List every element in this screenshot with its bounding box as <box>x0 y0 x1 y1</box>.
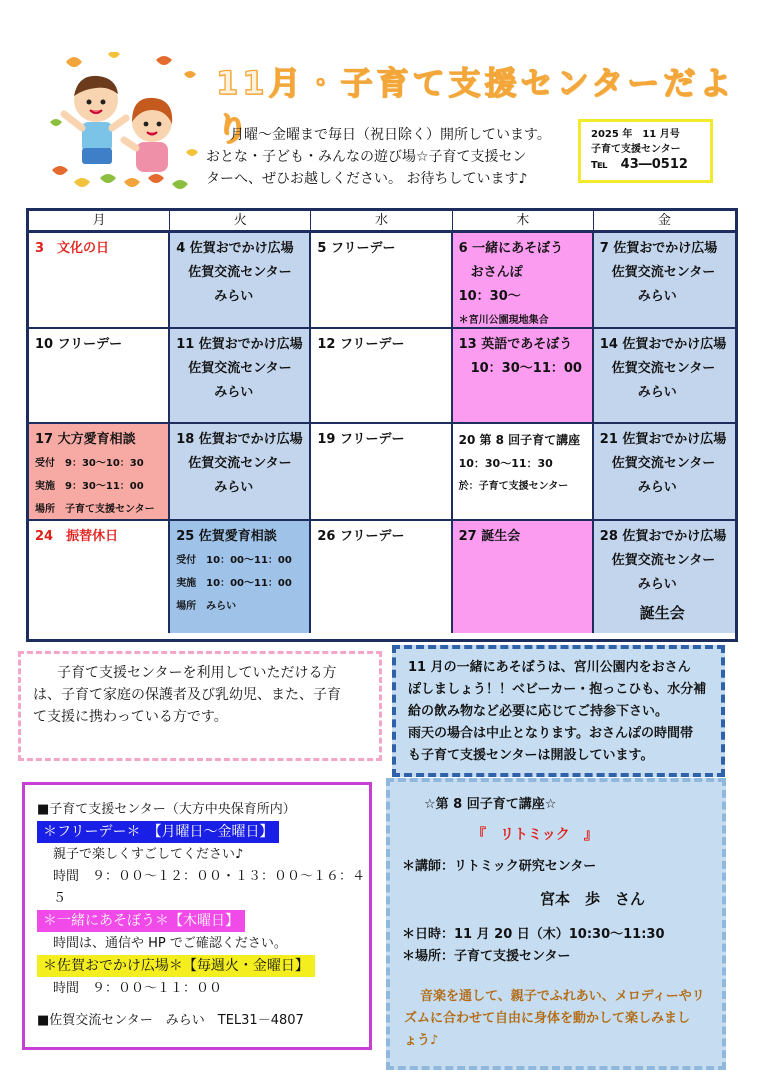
event-title: 14 佐賀おでかけ広場 <box>599 337 727 352</box>
calendar-cell-21 <box>594 424 735 521</box>
event-detail: 実施 10：00～11：00 <box>176 578 292 589</box>
notice-line: 11 月の一緒にあそぼうは、宮川公園内をおさん <box>408 660 691 675</box>
calendar-cell-27 <box>453 521 594 633</box>
weekday-header-tue: 火 <box>170 211 311 233</box>
asobo-desc: 時間は、通信や HP でご確認ください。 <box>53 936 287 951</box>
event-title: 18 佐賀おでかけ広場 <box>176 432 303 447</box>
event-detail: 場所 みらい <box>176 601 237 612</box>
calendar-cell-28 <box>594 521 735 633</box>
saga-center-info: ■佐賀交流センター みらい TEL31－4807 <box>37 1013 304 1028</box>
event-place: 佐賀交流センター <box>188 361 292 376</box>
notice-line: ぽしましょう！！ベビーカー・抱っこひも、水分補 <box>408 682 707 697</box>
asobo-tag: ＊一緒にあそぼう＊【木曜日】 <box>37 910 245 932</box>
eligibility-line: て支援に携わっている方です。 <box>33 709 228 725</box>
event-title: 26 フリーデー <box>317 529 405 544</box>
schedule-box <box>22 782 372 1050</box>
free-day-time: 時間 ９：００～１２：００・１３：００～１６：４５ <box>53 869 366 906</box>
event-title: 21 佐賀おでかけ広場 <box>599 432 727 447</box>
calendar-cell-13 <box>453 329 594 424</box>
event-place: 佐賀交流センター <box>611 553 716 568</box>
holiday-label: 24 振替休日 <box>35 529 119 544</box>
event-note: ＊宮川公園現地集合 <box>458 315 549 326</box>
lecture-desc-line: ょう♪ <box>404 1033 439 1048</box>
event-birthday: 誕生会 <box>639 604 685 622</box>
event-title: 4 佐賀おでかけ広場 <box>176 241 294 256</box>
event-place: 佐賀交流センター <box>611 456 716 471</box>
event-place: 佐賀交流センター <box>188 456 292 471</box>
event-title: 19 フリーデー <box>317 432 405 447</box>
calendar-cell-24 <box>29 521 170 633</box>
calendar-cell-10 <box>29 329 170 424</box>
event-place: みらい <box>214 385 254 400</box>
newsletter-title: 11月・子育て支援センターだより <box>216 64 736 148</box>
intro-line: おとな・子ども・みんなの遊び場☆子育て支援セン <box>206 149 527 165</box>
weekday-header-fri: 金 <box>594 211 735 233</box>
calendar-cell-7 <box>594 233 735 329</box>
eligibility-line: 子育て支援センターを利用していただける方 <box>57 665 337 681</box>
lecture-instructor: ＊講師：リトミック研究センター <box>402 859 597 874</box>
event-time: 10：30～11：00 <box>470 361 582 376</box>
event-place: みらい <box>637 577 677 592</box>
event-place: みらい <box>214 289 254 304</box>
event-title: 13 英語であそぼう <box>458 337 573 352</box>
lecture-date: ＊日時：11 月 20 日（木）10:30～11:30 <box>402 927 665 942</box>
event-title: 28 佐賀おでかけ広場 <box>599 529 727 544</box>
calendar-cell-4 <box>170 233 311 329</box>
event-title: 7 佐賀おでかけ広場 <box>599 241 718 256</box>
calendar-cell-6 <box>453 233 594 329</box>
event-title: 12 フリーデー <box>317 337 405 352</box>
free-day-tag: ＊フリーデー＊ 【月曜日～金曜日】 <box>37 821 279 843</box>
lecture-desc-line: ズムに合わせて自由に身体を動かして楽しみまし <box>404 1011 691 1026</box>
event-place: みらい <box>637 385 677 400</box>
event-title: 10 フリーデー <box>35 337 123 352</box>
event-place: 於：子育て支援センター <box>458 481 569 492</box>
eligibility-box <box>18 651 382 761</box>
calendar-cell-14 <box>594 329 735 424</box>
weekday-header-wed: 水 <box>311 211 452 233</box>
event-place: みらい <box>637 480 677 495</box>
odekake-time: 時間 ９：００～１１：００ <box>53 981 223 996</box>
walk-notice-box <box>392 645 725 777</box>
lecture-description <box>402 986 712 1052</box>
event-place: 佐賀交流センター <box>611 265 716 280</box>
odekake-tag: ＊佐賀おでかけ広場＊【毎週火・金曜日】 <box>37 955 315 977</box>
event-place: みらい <box>637 289 677 304</box>
free-day-desc: 親子で楽しくすごしてください♪ <box>53 847 244 862</box>
event-detail: 場所 子育て支援センター <box>35 504 155 515</box>
children-autumn-leaves-illustration <box>48 52 198 194</box>
calendar-cell-11 <box>170 329 311 424</box>
event-time: 10：30～11：30 <box>458 457 553 470</box>
issue-date: 2025 年 11 月号 <box>591 129 680 140</box>
calendar-cell-18 <box>170 424 311 521</box>
intro-line: 月曜～金曜まで毎日（祝日除く）開所しています。 <box>230 127 551 143</box>
monthly-calendar <box>26 208 738 642</box>
event-detail: 実施 9：30～11：00 <box>35 481 144 492</box>
event-title: 6 一緒にあそぼう <box>458 241 564 256</box>
holiday-label: 3 文化の日 <box>35 241 110 256</box>
event-detail: 受付 10：00～11：00 <box>176 555 292 566</box>
lecture-box <box>386 778 726 1070</box>
event-place: 佐賀交流センター <box>188 265 292 280</box>
calendar-cell-19 <box>311 424 452 521</box>
calendar-cell-20 <box>453 424 594 521</box>
boy-figure <box>64 76 126 164</box>
event-time: 10：30～ <box>458 289 521 304</box>
lecture-desc-line: 音楽を通して、親子でふれあい、メロディーやリ <box>420 989 705 1004</box>
notice-line: 給の飲み物など必要に応じてご持参下さい。 <box>408 704 669 719</box>
intro-text <box>206 124 578 190</box>
lecture-place: ＊場所：子育て支援センター <box>402 949 571 964</box>
calendar-cell-12 <box>311 329 452 424</box>
issue-info-box <box>578 119 713 183</box>
event-title: 11 佐賀おでかけ広場 <box>176 337 303 352</box>
event-title: 5 フリーデー <box>317 241 396 256</box>
center-tel: ℡ 43―0512 <box>591 157 688 172</box>
calendar-cell-3 <box>29 233 170 329</box>
eligibility-line: は、子育て家庭の保護者及び乳幼児、また、子育 <box>33 687 341 703</box>
event-title: 25 佐賀愛育相談 <box>176 529 277 544</box>
schedule-heading: ■子育て支援センター（大方中央保育所内） <box>37 802 296 817</box>
lecture-name: 『 リトミック 』 <box>472 827 598 843</box>
event-title: 20 第 8 回子育て講座 <box>458 433 581 447</box>
center-name: 子育て支援センター <box>591 144 681 155</box>
event-title: 17 大方愛育相談 <box>35 432 136 447</box>
event-detail: 受付 9：30～10：30 <box>35 458 144 469</box>
event-place: みらい <box>214 480 254 495</box>
calendar-cell-17 <box>29 424 170 521</box>
weekday-header-mon: 月 <box>29 211 170 233</box>
calendar-cell-26 <box>311 521 452 633</box>
calendar-cell-25 <box>170 521 311 633</box>
lecture-title: ☆第 8 回子育て講座☆ <box>424 797 557 812</box>
weekday-header-thu: 木 <box>453 211 594 233</box>
event-subtitle: おさんぽ <box>470 265 523 280</box>
girl-figure <box>124 98 172 172</box>
lecture-person: 宮本 歩 さん <box>540 890 646 908</box>
event-title: 27 誕生会 <box>458 529 521 544</box>
event-place: 佐賀交流センター <box>611 361 716 376</box>
calendar-cell-5 <box>311 233 452 329</box>
notice-line: 雨天の場合は中止となります。おさんぽの時間帯 <box>408 726 693 741</box>
intro-line: ターへ、ぜひお越しください。 お待ちしています♪ <box>206 171 528 187</box>
notice-line: も子育て支援センターは開設しています。 <box>408 748 654 763</box>
